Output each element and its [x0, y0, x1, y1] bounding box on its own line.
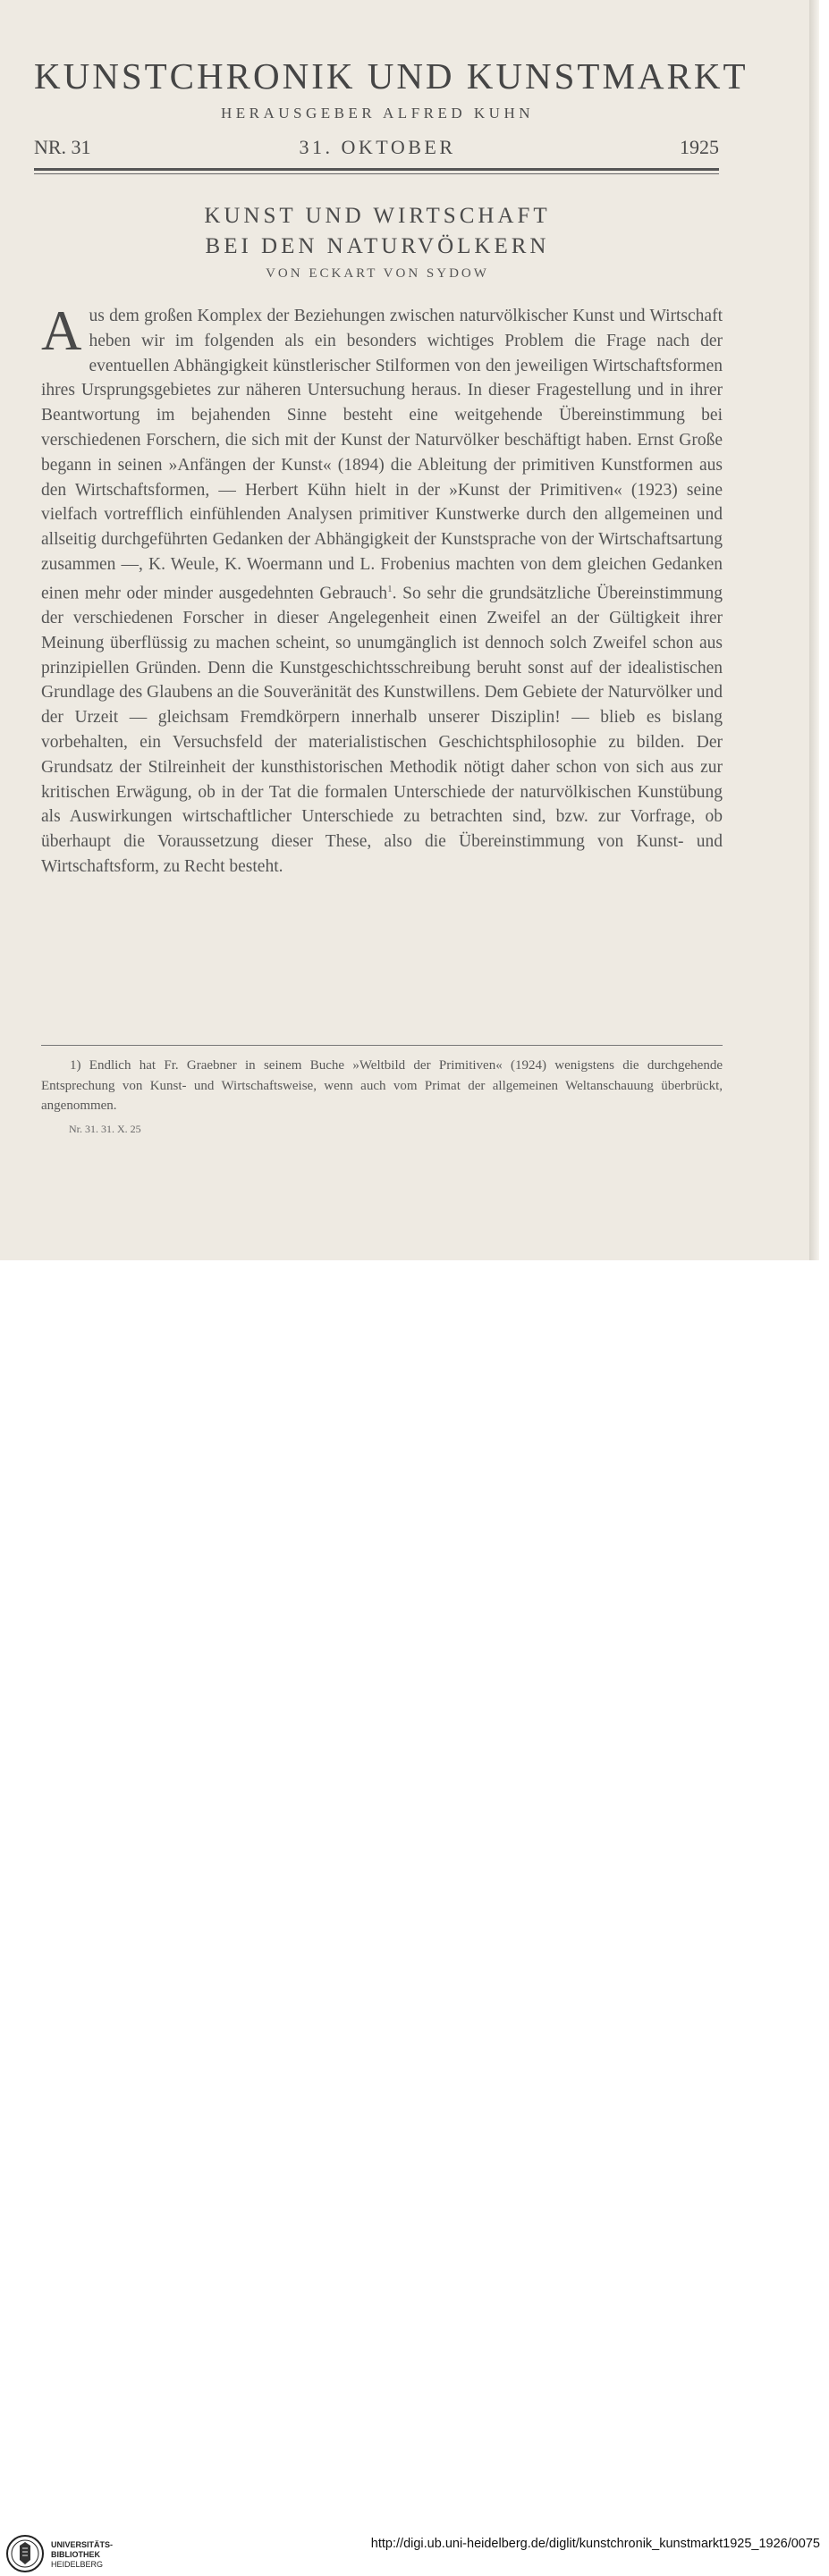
- journal-title: KUNSTCHRONIK UND KUNSTMARKT: [34, 55, 749, 97]
- library-name-line3: HEIDELBERG: [51, 2560, 104, 2569]
- body-text-part2: . So sehr die grundsätzliche Übereinstimmung der verschiedenen Forscher in dieser Angelegenheit einen Zweifel an der Gültigkeit ihrer Meinung überflüssig zu machen scheint, so unumgänglich ist dennoch solch Zweifel schon aus prinzipiellen Gründen. Denn die Kunstgeschichtsschreibung beruht sonst auf der idealistischen Grundlage des Glaubens an die Souveränität des Kunstwillens. Dem Gebiete der Naturvölker und der Urzeit — gleichsam Fremdkörpern innerhalb unserer Disziplin! — blieb es bislang vorbehalten, ein Versuchsfeld der materialistischen Geschichtsphilosophie zu bilden. Der Grundsatz der Stilreinheit der kunsthistorischen Methodik nötigt daher schon von sich aus zur kritischen Erwägung, ob in der Tat die formalen Unterschiede der naturvölkischen Kunstübung als Auswirkungen wirtschaftlicher Unterschiede zu betrachten sind, bzw. zur Vorfrage, ob überhaupt die Voraussetzung dieser These, also die Übereinstimmung von Kunst- und Wirtschaftsform, zu Recht besteht.: [41, 584, 723, 877]
- publisher-line: HERAUSGEBER ALFRED KUHN: [220, 105, 535, 122]
- header-rule-thin: [34, 173, 719, 174]
- issue-year: 1925: [680, 136, 719, 158]
- article-title-line2: BEI DEN NATURVÖLKERN: [205, 234, 550, 258]
- library-name-line1: UNIVERSITÄTS-: [51, 2540, 114, 2549]
- university-seal-icon: [5, 2531, 45, 2576]
- article-title-line1: KUNST UND WIRTSCHAFT: [204, 204, 551, 228]
- issue-date: 31. OKTOBER: [299, 136, 456, 158]
- article-author: VON ECKART VON SYDOW: [266, 266, 489, 281]
- library-name-line2: BIBLIOTHEK: [51, 2550, 100, 2559]
- page-edge: [809, 0, 819, 1260]
- issue-number: NR. 31: [34, 136, 91, 158]
- viewer-footer: [0, 1260, 829, 2569]
- footnote-rule: [41, 1045, 723, 1046]
- body-text-part1: us dem großen Komplex der Beziehungen zwischen naturvölkischer Kunst und Wirtschaft heben wir im folgenden als ein besonders wichtiges Problem die Frage nach der eventuellen Abhängigkeit künstlerischer Stilformen von den jeweiligen Wirtschaftsformen ihres Ursprungsgebietes zur näheren Untersuchung heraus. In dieser Fragestellung und in ihrer Beantwortung im bejahenden Sinne besteht eine weitgehende Übereinstimmung bei verschiedenen Forschern, die sich mit der Kunst der Naturvölker beschäftigt haben. Ernst Große begann in seinen »Anfängen der Kunst« (1894) die Ableitung der primitiven Kunstformen aus den Wirtschaftsformen, — Herbert Kühn hielt in der »Kunst der Primitiven« (1923) seine vielfach vortrefflich einfühlenden Analysen primitiver Kunstwerke durch den allgemeinen und allseitig durchgeführten Gedanken der Abhängigkeit der Kunstsprache von der Wirtschaftsartung zusammen —, K. Weule, K. Woermann und L. Frobenius machten von dem gleichen Gedanken einen mehr oder minder ausgedehnten Gebrauch: [41, 307, 723, 603]
- page-signature: Nr. 31. 31. X. 25: [69, 1123, 141, 1135]
- header-rule-thick: [34, 168, 719, 171]
- scanned-page: [0, 0, 819, 1260]
- source-url-link[interactable]: http://digi.ub.uni-heidelberg.de/diglit/kunstchronik_kunstmarkt1925_1926/0075: [370, 2537, 820, 2551]
- library-name: [51, 2540, 113, 2570]
- drop-cap-initial: A: [41, 299, 82, 362]
- footnote-marker: 1: [387, 583, 393, 594]
- footnote: 1) Endlich hat Fr. Graebner in seinem Buche »Weltbild der Primitiven« (1924) wenigstens die durchgehende Entsprechung von Kunst- und Wirtschaftsweise, wenn auch vom Primat der allgemeinen Weltanschauung überbrückt, angenommen.: [41, 1058, 723, 1113]
- article-body: [41, 299, 723, 880]
